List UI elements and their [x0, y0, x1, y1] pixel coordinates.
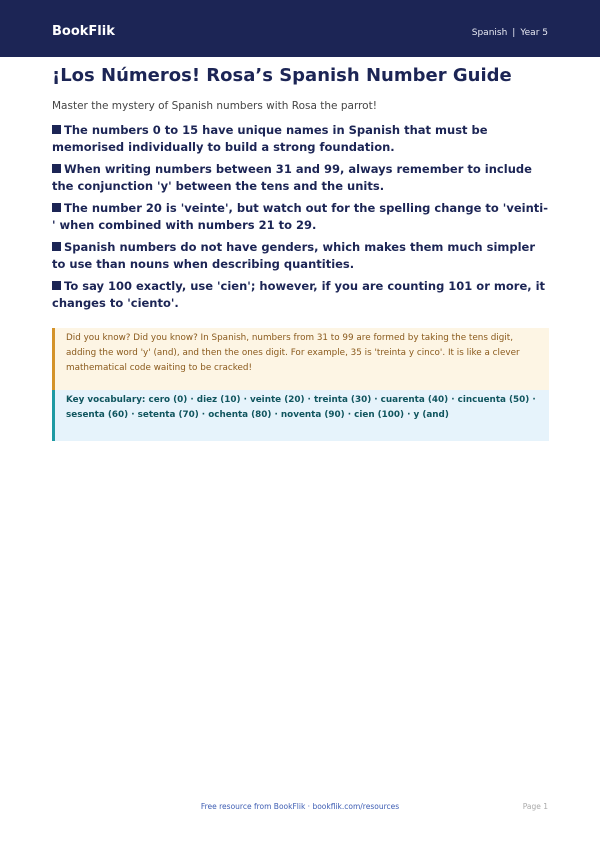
list-item-text: When writing numbers between 31 and 99, always remember to include the conjunction 'y' between the tens and the units. — [52, 162, 532, 193]
square-bullet-icon — [52, 164, 61, 173]
key-vocabulary-box: Key vocabulary: cero (0) · diez (10) · veinte (20) · treinta (30) · cuarenta (40) · cincuenta (50) · sesenta (60) · setenta (70) · ochenta (80) · noventa (90) · cien (100) · y (and) — [52, 390, 549, 441]
page-subtitle: Master the mystery of Spanish numbers with Rosa the parrot! — [52, 100, 377, 112]
brand-logo[interactable]: BookFlik — [52, 24, 115, 39]
square-bullet-icon — [52, 125, 61, 134]
subject-label: Spanish — [471, 28, 508, 38]
square-bullet-icon — [52, 242, 61, 251]
header-meta — [472, 28, 548, 38]
square-bullet-icon — [52, 281, 61, 290]
square-bullet-icon — [52, 203, 61, 212]
list-item-text: Spanish numbers do not have genders, which makes them much simpler to use than nouns when describing quantities. — [52, 240, 536, 271]
meta-separator: | — [512, 28, 516, 38]
list-item-text: The numbers 0 to 15 have unique names in Spanish that must be memorised individually to build a strong foundation. — [52, 123, 488, 154]
page-title: ¡Los Números! Rosa’s Spanish Number Guide — [52, 65, 512, 86]
list-item — [52, 200, 550, 234]
list-item — [52, 161, 550, 195]
header-bar — [0, 0, 600, 57]
page-footer — [0, 802, 600, 816]
list-item-text: To say 100 exactly, use 'cien'; however, if you are counting 101 or more, it changes to 'ciento'. — [52, 279, 546, 310]
footer-credit-link[interactable]: Free resource from BookFlik · bookflik.com/resources — [200, 802, 400, 811]
page-number: Page 1 — [522, 802, 548, 811]
list-item — [52, 122, 550, 156]
list-item — [52, 278, 550, 312]
fact-list — [52, 122, 550, 317]
list-item — [52, 239, 550, 273]
year-label: Year 5 — [520, 28, 548, 38]
did-you-know-box: Did you know? Did you know? In Spanish, numbers from 31 to 99 are formed by taking the tens digit, adding the word 'y' (and), and then the ones digit. For example, 35 is 'treinta y cinco'. It is like a clever mathematical code waiting to be cracked! — [52, 328, 549, 390]
list-item-text: The number 20 is 'veinte', but watch out for the spelling change to 'veinti-' when combined with numbers 21 to 29. — [52, 201, 548, 232]
